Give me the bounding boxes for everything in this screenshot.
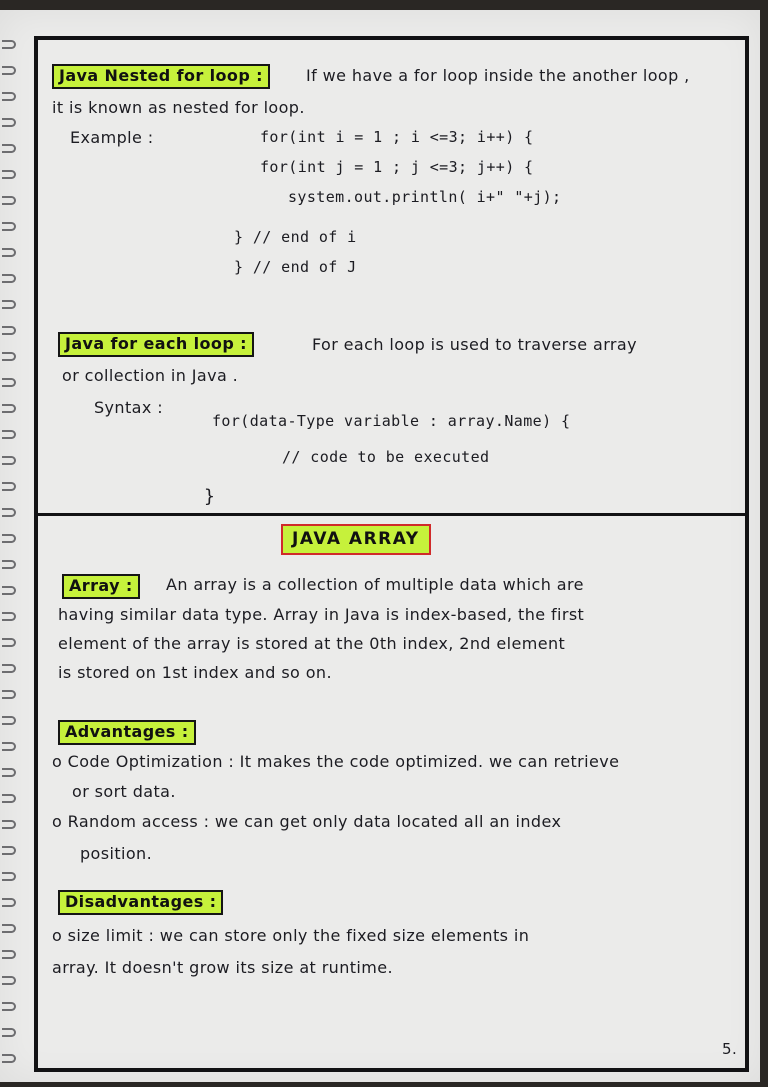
spiral-ring <box>2 92 16 101</box>
spiral-ring <box>2 118 16 127</box>
spiral-ring <box>2 794 16 803</box>
spiral-ring <box>2 1054 16 1063</box>
spiral-ring <box>2 1002 16 1011</box>
nested-loop-intro-2: it is known as nested for loop. <box>52 98 305 117</box>
foreach-code-line-3: } <box>204 486 216 507</box>
page-number: 5. <box>722 1040 738 1058</box>
spiral-ring <box>2 170 16 179</box>
spiral-binding <box>0 40 22 1080</box>
foreach-heading: Java for each loop : <box>58 332 254 357</box>
spiral-ring <box>2 508 16 517</box>
spiral-ring <box>2 326 16 335</box>
array-title: JAVA ARRAY <box>281 524 431 555</box>
spiral-ring <box>2 248 16 257</box>
foreach-code-line-1: for(data-Type variable : array.Name) { <box>212 412 571 430</box>
spiral-ring <box>2 898 16 907</box>
advantage-2-line-1: o Random access : we can get only data located all an index <box>52 812 562 831</box>
disadvantages-heading: Disadvantages : <box>58 890 223 915</box>
spiral-ring <box>2 872 16 881</box>
spiral-ring <box>2 66 16 75</box>
spiral-ring <box>2 482 16 491</box>
foreach-intro-1: For each loop is used to traverse array <box>312 335 637 354</box>
page-border <box>34 36 749 1072</box>
spiral-ring <box>2 612 16 621</box>
array-line-1: An array is a collection of multiple data which are <box>166 575 584 594</box>
spiral-ring <box>2 560 16 569</box>
spiral-ring <box>2 768 16 777</box>
syntax-label: Syntax : <box>94 398 163 417</box>
code-line-print: system.out.println( i+" "+j); <box>288 188 562 206</box>
disadvantage-1-line-1: o size limit : we can store only the fixed size elements in <box>52 926 530 945</box>
spiral-ring <box>2 222 16 231</box>
notebook-page <box>0 10 760 1082</box>
advantages-heading: Advantages : <box>58 720 196 745</box>
spiral-ring <box>2 742 16 751</box>
disadvantage-1-line-2: array. It doesn't grow its size at runtime. <box>52 958 393 977</box>
spiral-ring <box>2 274 16 283</box>
spiral-ring <box>2 144 16 153</box>
spiral-ring <box>2 352 16 361</box>
spiral-ring <box>2 430 16 439</box>
advantage-1-line-2: or sort data. <box>72 782 176 801</box>
advantage-1-line-1: o Code Optimization : It makes the code optimized. we can retrieve <box>52 752 620 771</box>
spiral-ring <box>2 300 16 309</box>
spiral-ring <box>2 534 16 543</box>
array-heading: Array : <box>62 574 140 599</box>
code-line-end-j: } // end of J <box>234 258 357 276</box>
spiral-ring <box>2 690 16 699</box>
spiral-ring <box>2 950 16 959</box>
spiral-ring <box>2 924 16 933</box>
spiral-ring <box>2 40 16 49</box>
example-label: Example : <box>70 128 154 147</box>
section-divider <box>38 513 745 516</box>
code-line-end-i: } // end of i <box>234 228 357 246</box>
foreach-code-line-2: // code to be executed <box>282 448 490 466</box>
foreach-intro-2: or collection in Java . <box>62 366 239 385</box>
nested-loop-heading: Java Nested for loop : <box>52 64 270 89</box>
spiral-ring <box>2 664 16 673</box>
array-line-3: element of the array is stored at the 0th index, 2nd element <box>58 634 566 653</box>
nested-loop-intro-1: If we have a for loop inside the another loop , <box>306 66 690 85</box>
spiral-ring <box>2 638 16 647</box>
spiral-ring <box>2 1028 16 1037</box>
advantage-2-line-2: position. <box>80 844 153 863</box>
spiral-ring <box>2 976 16 985</box>
array-line-2: having similar data type. Array in Java is index-based, the first <box>58 605 585 624</box>
spiral-ring <box>2 846 16 855</box>
spiral-ring <box>2 456 16 465</box>
spiral-ring <box>2 716 16 725</box>
code-line-outer-loop: for(int i = 1 ; i <=3; i++) { <box>260 128 534 146</box>
code-line-inner-loop: for(int j = 1 ; j <=3; j++) { <box>260 158 534 176</box>
spiral-ring <box>2 404 16 413</box>
spiral-ring <box>2 820 16 829</box>
spiral-ring <box>2 196 16 205</box>
spiral-ring <box>2 378 16 387</box>
array-line-4: is stored on 1st index and so on. <box>58 663 332 682</box>
spiral-ring <box>2 586 16 595</box>
